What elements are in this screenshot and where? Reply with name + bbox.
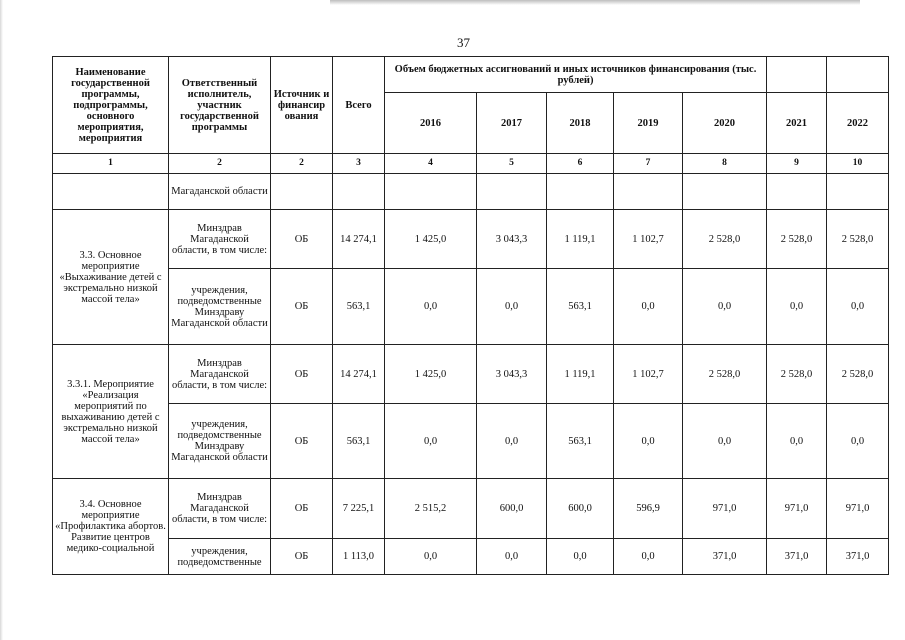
header-budget-group: Объем бюджетных ассигнований и иных источников финансирования (тыс. рублей)	[385, 57, 767, 93]
value-cell: 1 102,7	[614, 210, 683, 269]
table-row	[53, 210, 889, 269]
value-cell: 563,1	[547, 404, 614, 479]
header-year: 2019	[614, 93, 683, 154]
column-number: 9	[767, 154, 827, 174]
header-name: Наименование государственной программы, подпрограммы, основного мероприятия, мероприятия	[53, 57, 169, 154]
program-name-cell: 3.3. Основное мероприятие «Выхаживание детей с экстремально низкой массой тела»	[53, 210, 169, 345]
header-executor: Ответственный исполнитель, участник государственной программы	[169, 57, 271, 154]
header-empty-2021	[767, 57, 827, 93]
value-cell: 371,0	[767, 539, 827, 575]
value-cell: 0,0	[385, 269, 477, 345]
column-number: 2	[169, 154, 271, 174]
value-cell: 3 043,3	[477, 210, 547, 269]
value-cell: 0,0	[477, 404, 547, 479]
value-cell: 0,0	[477, 539, 547, 575]
executor-cell: учреждения, подведомственные	[169, 539, 271, 575]
source-cell: ОБ	[271, 269, 333, 345]
value-cell	[477, 174, 547, 210]
header-year: 2021	[767, 93, 827, 154]
executor-cell: Магаданской области	[169, 174, 271, 210]
value-cell: 3 043,3	[477, 345, 547, 404]
value-cell: 0,0	[827, 269, 889, 345]
value-cell: 600,0	[477, 479, 547, 539]
value-cell: 0,0	[385, 404, 477, 479]
value-cell: 0,0	[614, 539, 683, 575]
total-cell: 14 274,1	[333, 345, 385, 404]
value-cell: 2 528,0	[683, 345, 767, 404]
column-number: 1	[53, 154, 169, 174]
executor-cell: Минздрав Магаданской области, в том числе:	[169, 210, 271, 269]
value-cell: 2 528,0	[767, 210, 827, 269]
value-cell: 0,0	[547, 539, 614, 575]
value-cell: 2 528,0	[683, 210, 767, 269]
value-cell: 563,1	[547, 269, 614, 345]
table-row	[53, 269, 889, 345]
header-source: Источник и финансир ования	[271, 57, 333, 154]
value-cell	[614, 174, 683, 210]
value-cell: 971,0	[827, 479, 889, 539]
value-cell: 596,9	[614, 479, 683, 539]
executor-cell: Минздрав Магаданской области, в том числе:	[169, 345, 271, 404]
total-cell: 563,1	[333, 269, 385, 345]
value-cell: 0,0	[767, 269, 827, 345]
value-cell: 0,0	[767, 404, 827, 479]
budget-table	[52, 56, 889, 575]
value-cell: 971,0	[767, 479, 827, 539]
value-cell	[767, 174, 827, 210]
value-cell: 371,0	[683, 539, 767, 575]
value-cell: 0,0	[683, 269, 767, 345]
total-cell: 14 274,1	[333, 210, 385, 269]
column-number: 8	[683, 154, 767, 174]
header-empty-2022	[827, 57, 889, 93]
name-cell	[53, 174, 169, 210]
header-year: 2016	[385, 93, 477, 154]
value-cell	[827, 174, 889, 210]
value-cell: 1 119,1	[547, 345, 614, 404]
table-row	[53, 479, 889, 539]
value-cell	[683, 174, 767, 210]
value-cell: 0,0	[827, 404, 889, 479]
table-row	[53, 539, 889, 575]
header-year: 2018	[547, 93, 614, 154]
value-cell: 2 515,2	[385, 479, 477, 539]
value-cell: 971,0	[683, 479, 767, 539]
value-cell: 600,0	[547, 479, 614, 539]
table-row	[53, 174, 889, 210]
program-name-cell: 3.4. Основное мероприятие «Профилактика абортов. Развитие центров медико-социальной	[53, 479, 169, 575]
source-cell: ОБ	[271, 404, 333, 479]
program-name-cell: 3.3.1. Мероприятие «Реализация мероприятий по выхаживанию детей с экстремально низкой массой тела»	[53, 345, 169, 479]
value-cell	[385, 174, 477, 210]
table-row	[53, 404, 889, 479]
value-cell: 2 528,0	[767, 345, 827, 404]
total-cell: 563,1	[333, 404, 385, 479]
value-cell: 1 425,0	[385, 210, 477, 269]
header-year: 2022	[827, 93, 889, 154]
value-cell: 371,0	[827, 539, 889, 575]
value-cell: 1 425,0	[385, 345, 477, 404]
value-cell: 0,0	[614, 404, 683, 479]
value-cell: 2 528,0	[827, 210, 889, 269]
column-number: 7	[614, 154, 683, 174]
header-year: 2017	[477, 93, 547, 154]
value-cell: 0,0	[385, 539, 477, 575]
executor-cell: учреждения, подведомственные Минздраву Магаданской области	[169, 269, 271, 345]
total-cell	[333, 174, 385, 210]
column-number: 2	[271, 154, 333, 174]
source-cell	[271, 174, 333, 210]
total-cell: 7 225,1	[333, 479, 385, 539]
value-cell: 0,0	[477, 269, 547, 345]
column-number: 6	[547, 154, 614, 174]
column-number: 3	[333, 154, 385, 174]
page-number: 37	[457, 35, 470, 50]
table-row	[53, 345, 889, 404]
value-cell: 1 119,1	[547, 210, 614, 269]
column-number: 5	[477, 154, 547, 174]
column-number: 10	[827, 154, 889, 174]
value-cell: 1 102,7	[614, 345, 683, 404]
source-cell: ОБ	[271, 539, 333, 575]
value-cell: 2 528,0	[827, 345, 889, 404]
value-cell: 0,0	[614, 269, 683, 345]
scan-left-edge	[0, 0, 3, 640]
executor-cell: Минздрав Магаданской области, в том числе:	[169, 479, 271, 539]
value-cell: 0,0	[683, 404, 767, 479]
source-cell: ОБ	[271, 210, 333, 269]
value-cell	[547, 174, 614, 210]
total-cell: 1 113,0	[333, 539, 385, 575]
header-year: 2020	[683, 93, 767, 154]
scan-edge-shadow	[330, 0, 860, 5]
column-number: 4	[385, 154, 477, 174]
source-cell: ОБ	[271, 345, 333, 404]
source-cell: ОБ	[271, 479, 333, 539]
header-total: Всего	[333, 57, 385, 154]
executor-cell: учреждения, подведомственные Минздраву Магаданской области	[169, 404, 271, 479]
